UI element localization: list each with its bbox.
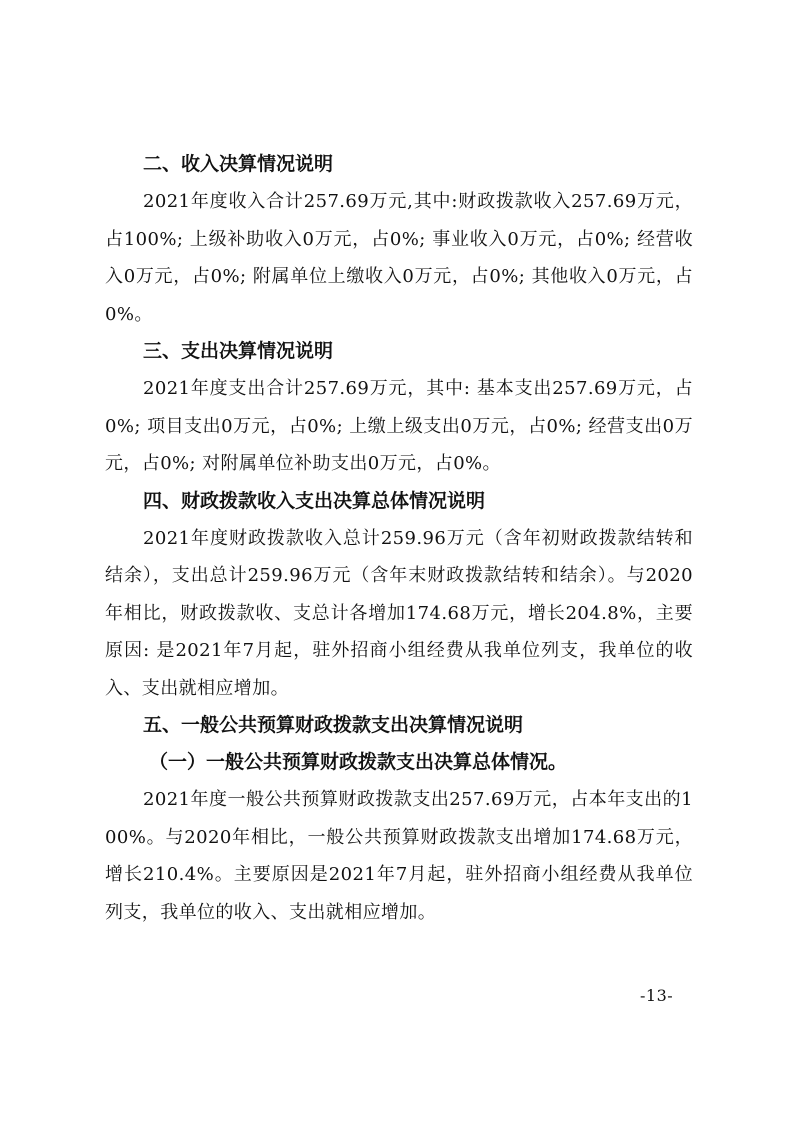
- section-paragraph-expenditure: 2021年度支出合计257.69万元，其中: 基本支出257.69万元，占0%; 项目支出0万元，占0%; 上缴上级支出0万元，占0%; 经营支出0万元，占0%; 对附属单位补助支出0万元，占0%。: [105, 378, 693, 474]
- page-number: -13-: [640, 986, 674, 1005]
- section-heading-expenditure: 三、支出决算情况说明: [143, 340, 334, 362]
- section-subheading-general-budget-overall: （一）一般公共预算财政拨款支出决算总体情况。: [149, 751, 568, 773]
- section-paragraph-general-budget: 2021年度一般公共预算财政拨款支出257.69万元，占本年支出的100%。与2020年相比，一般公共预算财政拨款支出增加174.68万元，增长210.4%。主要原因是2021年7月起，驻外招商小组经费从我单位列支，我单位的收入、支出就相应增加。: [105, 789, 693, 923]
- document-body: [105, 146, 693, 931]
- section-paragraph-fiscal-allocation: 2021年度财政拨款收入总计259.96万元（含年初财政拨款结转和结余），支出总计259.96万元（含年末财政拨款结转和结余）。与2020年相比，财政拨款收、支总计各增加174.68万元，增长204.8%，主要原因: 是2021年7月起，驻外招商小组经费从我单位列支，我单位的收入、支出就相应增加。: [105, 527, 693, 699]
- section-heading-fiscal-allocation: 四、财政拨款收入支出决算总体情况说明: [143, 489, 486, 512]
- section-paragraph-income: 2021年度收入合计257.69万元,其中:财政拨款收入257.69万元，占100%; 上级补助收入0万元，占0%; 事业收入0万元，占0%; 经营收入0万元，占0%; 附属单位上缴收入0万元，占0%; 其他收入0万元，占0%。: [105, 191, 693, 325]
- section-heading-income: 二、收入决算情况说明: [143, 153, 334, 175]
- section-heading-general-budget: 五、一般公共预算财政拨款支出决算情况说明: [143, 714, 524, 736]
